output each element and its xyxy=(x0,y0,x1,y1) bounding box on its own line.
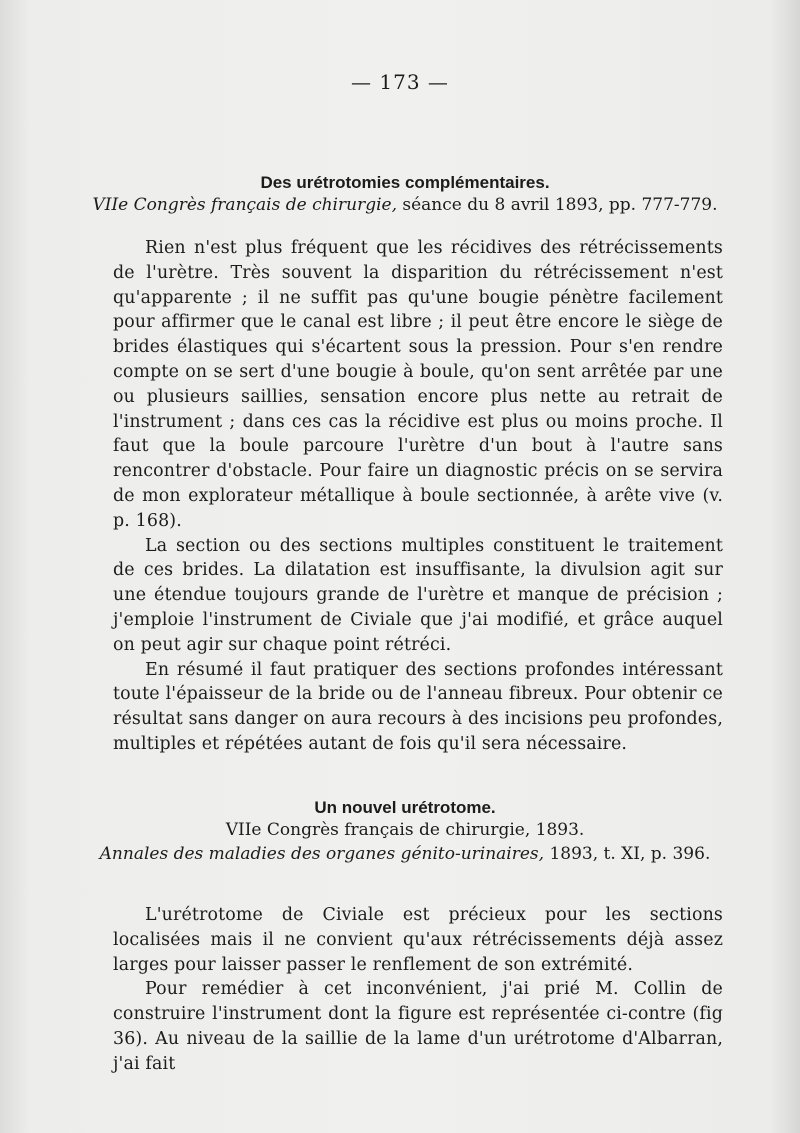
section2-reference-line1: VIIe Congrès français de chirurgie, 1893. xyxy=(225,820,585,840)
section1-reference-plain: séance du 8 avril 1893, pp. 777-779. xyxy=(396,195,718,215)
section2-paragraph-2: Pour remédier à cet inconvénient, j'ai prié M. Collin de construire l'instrument dont la figure est représentée ci-contre (fig 36). Au niveau de la saillie de la lame d'un urétrotome d'Albarran, j'ai fait xyxy=(113,979,723,1074)
section2-title: Un nouvel urétrotome. xyxy=(314,798,496,817)
section2-paragraph-1: L'urétrotome de Civiale est précieux pour les sections localisées mais il ne convient qu'aux rétrécissements déjà assez larges pour laisser passer le renflement de son extrémité. xyxy=(113,905,723,975)
section2-reference-plain: 1893, t. XI, p. 396. xyxy=(544,844,711,864)
section1-paragraph-1: Rien n'est plus fréquent que les récidives des rétrécissements de l'urètre. Très souvent la disparition du rétrécissement n'est qu'apparente ; il ne suffit pas qu'une bougie pénètre facilement pour affirmer que le canal est libre ; il peut être encore le siège de brides élastiques qui s'écartent sous la pression. Pour s'en rendre compte on se sert d'une bougie à boule, qu'on sent arrêtée par une ou plusieurs saillies, sensation encore plus nette au retrait de l'instrument ; dans ces cas la récidive est plus ou moins proche. Il faut que la boule parcoure l'urètre d'un bout à l'autre sans rencontrer d'obstacle. Pour faire un diagnostic précis on se servira de mon explorateur métallique à boule sectionnée, à arête vive (v. p. 168). xyxy=(113,238,723,531)
page-number: — 173 — xyxy=(351,70,449,94)
section1-paragraph-3: En résumé il faut pratiquer des sections profondes intéressant toute l'épaisseur de la bride ou de l'anneau fibreux. Pour obtenir ce résultat sans danger on aura recours à des incisions peu profondes, multiples et répétées autant de fois qu'il sera nécessaire. xyxy=(113,659,723,754)
section2-body xyxy=(113,903,723,1077)
section1-reference-italic: VIIe Congrès français de chirurgie, xyxy=(92,195,397,215)
section2-reference-italic: Annales des maladies des organes génito-urinaires, xyxy=(99,844,545,864)
section1-title: Des urétrotomies complémentaires. xyxy=(260,173,550,192)
section1-body xyxy=(113,236,723,757)
section2-heading xyxy=(80,798,730,866)
section1-heading xyxy=(80,173,730,217)
section2-reference-line2 xyxy=(80,842,730,866)
section1-paragraph-2: La section ou des sections multiples constituent le traitement de ces brides. La dilatation est insuffisante, la divulsion agit sur une étendue toujours grande de l'urètre et manque de précision ; j'emploie l'instrument de Civiale que j'ai modifié, et grâce auquel on peut agir sur chaque point rétréci. xyxy=(113,535,723,655)
section1-reference xyxy=(80,193,730,217)
